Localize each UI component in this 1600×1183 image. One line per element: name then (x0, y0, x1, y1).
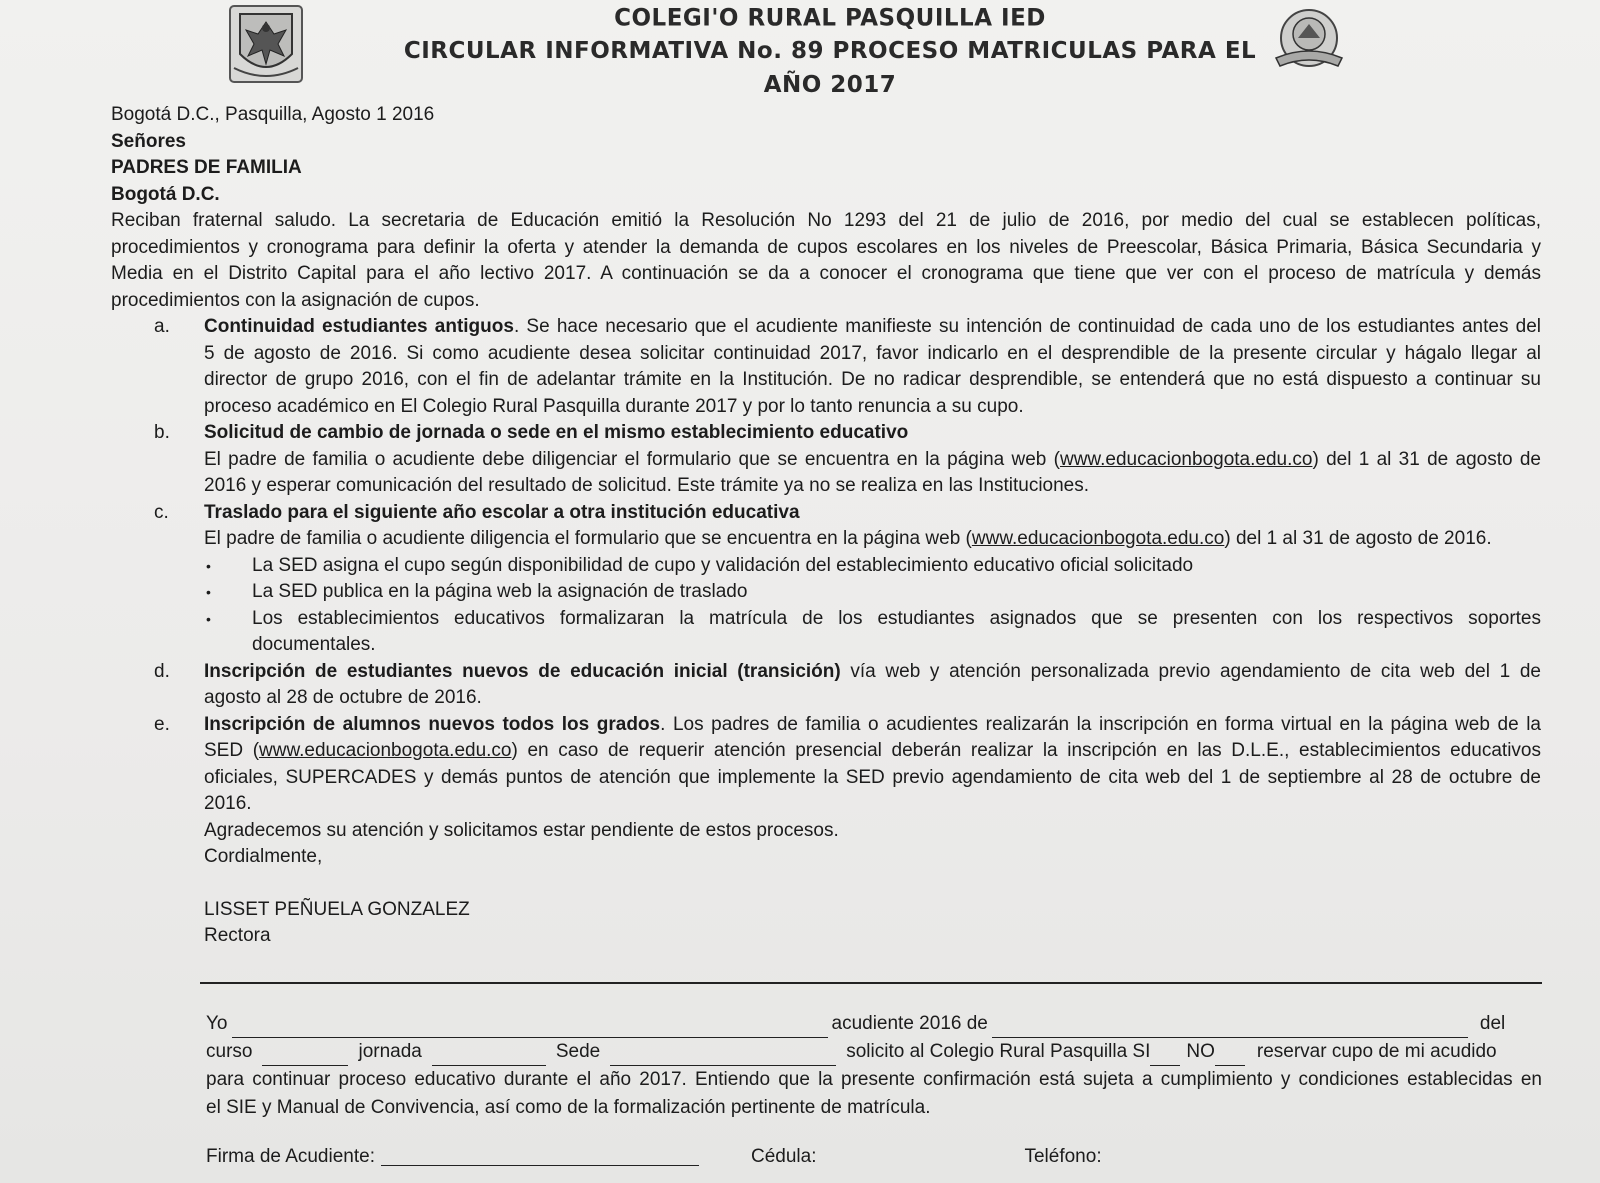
campus-field[interactable] (610, 1046, 836, 1066)
circular-title: CIRCULAR INFORMATIVA No. 89 PROCESO MATRICULAS PARA EL AÑO 2017 (403, 38, 1257, 98)
item-a-title: Continuidad estudiantes antiguos (204, 316, 514, 337)
item-d-title: Inscripción de estudiantes nuevos de educación inicial (transición) (204, 660, 841, 682)
item-b-text: ) del 1 al 31 de agosto de (1312, 448, 1541, 470)
farewell-text: Cordialmente, (204, 846, 323, 867)
solicito-label: solicito al Colegio Rural Pasquilla SI (846, 1041, 1151, 1062)
tear-off-divider (200, 982, 1542, 984)
item-a-line: 5 de agosto de 2016. Si como acudiente desea solicitar continuidad 2017, favor indicarlo en el desprendible de la presente circular y hágalo llegar al (204, 342, 1541, 364)
bullet-item (204, 579, 1541, 606)
item-d-text: vía web y atención personalizada previo agendamiento de cita web del 1 de (840, 660, 1541, 682)
item-c-line1 (204, 526, 1541, 553)
item-a-text: . Se hace necesario que el acudiente manifieste su intención de continuidad de cada uno de los estudiantes antes del (513, 316, 1541, 337)
bullet-item (204, 553, 1541, 580)
spacer (204, 871, 1541, 897)
item-d-line1 (204, 659, 1541, 686)
no-field[interactable] (1215, 1046, 1245, 1066)
school-name-title: COLEGI'O RURAL PASQUILLA IED (614, 4, 1046, 32)
form-line-3: para continuar proceso educativo durante el año 2017. Entiendo que la presente confirmación está sujeta a cumplimiento y condiciones establecidas en (206, 1069, 1542, 1090)
bullet-item (204, 606, 1541, 659)
list-item-a (154, 314, 1541, 420)
student-name-field[interactable] (992, 1018, 1468, 1038)
item-e-line4: 2016. (204, 793, 252, 814)
item-letter: a. (154, 316, 170, 337)
item-c-bullets (204, 553, 1541, 659)
item-e-text: ) en caso de requerir atención presencial deberán realizar la inscripción en las D.L.E., establecimientos educativos (511, 740, 1541, 761)
item-e-line2 (204, 738, 1541, 765)
bullet-icon: • (206, 584, 211, 600)
si-field[interactable] (1150, 1046, 1180, 1066)
shift-field[interactable] (432, 1046, 546, 1066)
signature-row (206, 1146, 1542, 1168)
item-d-line2: agosto al 28 de octubre de 2016. (204, 687, 482, 708)
reply-slip (206, 1010, 1542, 1122)
telefono-label: Teléfono: (1024, 1146, 1102, 1167)
firma-label: Firma de Acudiente: (206, 1146, 375, 1167)
intro-line: procedimientos con la asignación de cupos. (111, 289, 480, 311)
list-item-b (154, 420, 1541, 500)
document-header (0, 0, 1600, 96)
item-b-title: Solicitud de cambio de jornada o sede en el mismo establecimiento educativo (204, 422, 909, 443)
letter-body (111, 102, 1541, 950)
item-letter: d. (154, 660, 170, 682)
item-a-line1 (204, 314, 1541, 341)
item-b-line1 (204, 447, 1541, 474)
list-item-d (154, 659, 1541, 712)
item-b-line2: 2016 y esperar comunicación del resultado de solicitud. Este trámite ya no se realiza en las Instituciones. (204, 475, 1090, 496)
form-line-4: el SIE y Manual de Convivencia, así como de la formalización pertinente de matrícula. (206, 1097, 931, 1118)
item-letter: e. (154, 713, 170, 735)
closing-block (204, 818, 1541, 950)
bullet-text: La SED asigna el cupo según disponibilidad de cupo y validación del establecimiento educativo oficial solicitado (252, 554, 1194, 576)
item-letter: c. (154, 501, 169, 523)
thanks-text: Agradecemos su atención y solicitamos estar pendiente de estos procesos. (204, 819, 839, 841)
form-line-2 (206, 1038, 1542, 1066)
item-b-text: El padre de familia o acudiente debe diligenciar el formulario que se encuentra en la página web ( (204, 448, 1060, 470)
item-e-line3: oficiales, SUPERCADES y demás puntos de atención que implemente la SED previo agendamiento de cita web del 1 de septiembre al 28 de octubre de (204, 766, 1541, 788)
item-e-line1 (204, 712, 1541, 739)
intro-paragraph (111, 208, 1541, 314)
guardian-name-field[interactable] (232, 1018, 828, 1038)
salutation-senores: Señores (111, 130, 186, 152)
item-c-title: Traslado para el siguiente año escolar a otra institución educativa (204, 501, 800, 523)
yo-label: Yo (206, 1013, 228, 1034)
course-field[interactable] (262, 1046, 348, 1066)
sed-web-link[interactable]: www.educacionbogota.edu.co (259, 740, 512, 761)
sed-web-link[interactable]: www.educacionbogota.edu.co (1059, 448, 1313, 470)
item-letter: b. (154, 422, 170, 443)
intro-line: procedimientos y cronograma para definir la oferta y atender la demanda de cupos escolares en los niveles de Preescolar, Básica Primaria, Básica Secundaria y (111, 236, 1541, 258)
signer-name: LISSET PEÑUELA GONZALEZ (204, 898, 470, 920)
del-label: del (1479, 1013, 1506, 1034)
process-list (154, 314, 1541, 818)
bullet-text: Los establecimientos educativos formalizaran la matrícula de los estudiantes asignados que se presenten con los respectivos soportes (252, 607, 1541, 629)
signer-role: Rectora (204, 925, 271, 946)
bogota-coat-of-arms-icon (228, 4, 304, 84)
cedula-label: Cédula: (750, 1146, 817, 1167)
school-seal-icon (1272, 4, 1346, 72)
item-e-text: . Los padres de familia o acudientes realizarán la inscripción en forma virtual en la página web de la (660, 713, 1541, 735)
item-a-line: director de grupo 2016, con el fin de adelantar trámite en la Institución. De no radicar desprendible, se entenderá que no está dispuesto a continuar su (204, 369, 1541, 390)
salutation-padres: PADRES DE FAMILIA (111, 157, 302, 178)
item-a-line: proceso académico en El Colegio Rural Pasquilla durante 2017 y por lo tanto renuncia a su cupo. (204, 395, 1024, 417)
list-item-e (154, 712, 1541, 818)
date-line: Bogotá D.C., Pasquilla, Agosto 1 2016 (111, 104, 435, 125)
item-c-text: El padre de familia o acudiente diligencia el formulario que se encuentra en la página web ( (204, 528, 972, 549)
no-label: NO (1186, 1041, 1215, 1062)
curso-label: curso (206, 1041, 253, 1062)
bullet-icon: • (206, 610, 211, 627)
title-block (380, 2, 1280, 102)
signature-field[interactable] (381, 1146, 699, 1166)
item-e-text: SED ( (204, 740, 260, 761)
bullet-text: La SED publica en la página web la asignación de traslado (252, 581, 748, 602)
acudiente-label: acudiente 2016 de (831, 1013, 988, 1034)
item-e-title: Inscripción de alumnos nuevos todos los grados (204, 713, 661, 735)
id-field[interactable] (820, 1146, 1020, 1166)
reservar-label: reservar cupo de mi acudido (1256, 1041, 1497, 1062)
sed-web-link[interactable]: www.educacionbogota.edu.co (971, 528, 1225, 549)
bullet-icon: • (206, 557, 211, 574)
intro-line: Reciban fraternal saludo. La secretaria de Educación emitió la Resolución No 1293 del 21 de julio de 2016, por medio del cual se establecen políticas, (111, 210, 1541, 231)
jornada-label: jornada (358, 1041, 422, 1062)
bullet-text: documentales. (252, 634, 376, 655)
item-c-text: ) del 1 al 31 de agosto de 2016. (1224, 528, 1492, 549)
form-line-1 (206, 1010, 1542, 1038)
sede-label: Sede (555, 1041, 601, 1062)
list-item-c (154, 500, 1541, 659)
intro-line: Media en el Distrito Capital para el año lectivo 2017. A continuación se da a conocer el cronograma que tiene que ver con el proceso de matrícula y demás (111, 263, 1541, 284)
salutation-city: Bogotá D.C. (111, 183, 220, 205)
